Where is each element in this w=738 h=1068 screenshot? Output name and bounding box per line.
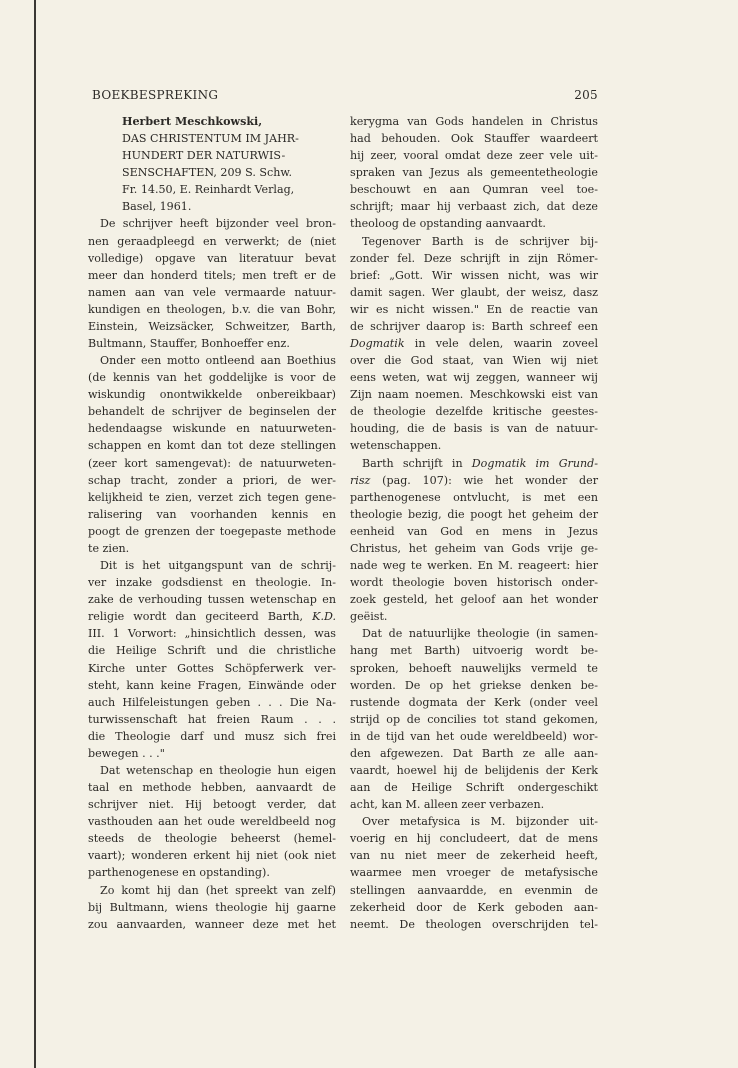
text-line: zoek gesteld, het geloof aan het wonder: [350, 593, 598, 607]
text-line: Zijn naam noemen. Meschkowski eist van: [350, 388, 598, 402]
text-line: neemt. De theologen overschrijden tel-: [350, 917, 598, 931]
text-line: wiskundig onontwikkelde onbereikbaar): [88, 388, 336, 402]
text-line: te zien.: [88, 541, 130, 555]
text-line: spraken van Jezus als gemeentetheologie: [350, 166, 598, 180]
paragraph: [350, 813, 598, 933]
text-line: sproken, behoeft nauwelijks vermeld te: [350, 661, 598, 675]
text-line: Tegenover Barth is de schrijver bij-: [362, 234, 598, 248]
text-line: De schrijver heeft bijzonder veel bron-: [100, 217, 336, 231]
paragraph: [350, 455, 598, 626]
text-line: kerygma van Gods handelen in Christus: [350, 115, 598, 128]
work-reference: Dogmatik: [350, 337, 405, 351]
text-line: nen geraadpleegd en verwerkt; de (niet: [88, 234, 336, 248]
text-line: den afgewezen. Dat Barth ze alle aan-: [350, 746, 598, 760]
text-line: had behouden. Ook Stauffer waardeert: [350, 132, 598, 146]
text-line: brief: „Gott. Wir wissen nicht, was wir: [350, 268, 598, 282]
book-title-line: DAS CHRISTENTUM IM JAHR-: [122, 132, 299, 146]
text-line: taal en methode hebben, aanvaardt de: [88, 781, 336, 795]
text-line: turwissenschaft hat freien Raum . . .: [88, 712, 336, 726]
text-line: houding, die de basis is van de natuur-: [350, 422, 598, 436]
text-line: hedendaagse wiskunde en natuurweten-: [88, 422, 336, 436]
right-column: [350, 113, 598, 933]
text-line: kelijkheid te zien, verzet zich tegen gene-: [88, 490, 336, 504]
text-line: schrijft; maar hij verbaast zich, dat deze: [350, 200, 598, 214]
page-number: 205: [574, 88, 598, 102]
section-title: BOEKBESPREKING: [92, 88, 219, 102]
text-line: theologie bezig, die poogt het geheim der: [350, 507, 598, 521]
text-line: geëist.: [350, 610, 388, 624]
text-line: steht, kann keine Fragen, Einwände oder: [88, 678, 336, 692]
text-line: kundigen en theologen, b.v. die van Bohr,: [88, 302, 336, 316]
text-line: Onder een motto ontleend aan Boethius: [100, 354, 336, 368]
paragraph: [350, 113, 598, 233]
text-line: [350, 335, 598, 352]
text-line: die Theologie darf und musz sich frei: [88, 729, 336, 743]
text-line: ralisering van voorhanden kennis en: [88, 507, 336, 521]
text-line: parthenogenese ontvlucht, is met een: [350, 490, 598, 504]
text-line: steeds de theologie beheerst (hemel-: [88, 832, 336, 846]
text-line: wetenschappen.: [350, 439, 442, 453]
text-line: voerig en hij concludeert, dat de mens: [350, 832, 598, 846]
paragraph: [88, 762, 336, 882]
text-line: hij zeer, vooral omdat deze zeer vele uit-: [350, 149, 598, 163]
text-line: zake de verhouding tussen wetenschap en: [88, 593, 336, 607]
text-line: (zeer kort samengevat): de natuurweten-: [88, 456, 336, 470]
text-line: schappen en komt dan tot deze stellingen: [88, 439, 336, 453]
text-line: parthenogenese en opstanding).: [88, 866, 270, 880]
text-line: zekerheid door de Kerk geboden aan-: [350, 900, 598, 914]
text-line: in de tijd van het oude wereldbeeld) wor-: [350, 729, 598, 743]
text-line: Bultmann, Stauffer, Bonhoeffer enz.: [88, 337, 290, 351]
text-line: hang met Barth) uitvoerig wordt be-: [350, 644, 598, 658]
text-line: vaardt, hoewel hij de belijdenis der Kerk: [350, 763, 598, 777]
paragraph: [88, 557, 336, 762]
left-column: [88, 113, 336, 933]
text-line: stellingen aanvaardde, en evenmin de: [350, 883, 598, 897]
text-line: behandelt de schrijver de beginselen der: [88, 405, 336, 419]
text-line: acht, kan M. alleen zeer verbazen.: [350, 798, 545, 812]
paragraph: [88, 352, 336, 557]
text-line: bewegen . . .": [88, 746, 165, 760]
text-line: poogt de grenzen der toegepaste methode: [88, 524, 336, 538]
text-fragment: Barth schrijft in: [362, 456, 463, 470]
paragraph: [88, 215, 336, 352]
text-line: ver inzake godsdienst en theologie. In-: [88, 576, 336, 590]
text-line: bij Bultmann, wiens theologie hij gaarne: [88, 900, 336, 914]
text-line: eens weten, wat wij zeggen, wanneer wij: [350, 371, 598, 385]
text-line: Einstein, Weizsäcker, Schweitzer, Barth,: [88, 319, 336, 333]
text-line: strijd op de concilies tot stand gekomen,: [350, 712, 598, 726]
text-line: die Heilige Schrift und die christliche: [88, 644, 336, 658]
text-line: Dit is het uitgangspunt van de schrij-: [100, 559, 336, 573]
text-line: [350, 472, 598, 489]
text-line: zou aanvaarden, wanneer deze met het: [88, 917, 336, 931]
text-line: namen aan van vele vermaarde natuur-: [88, 285, 336, 299]
text-line: schrijver niet. Hij betoogt verder, dat: [88, 798, 336, 812]
text-line: Kirche unter Gottes Schöpferwerk ver-: [88, 661, 336, 675]
text-line: Dat wetenschap en theologie hun eigen: [100, 763, 336, 777]
work-reference: Dogmatik im Grund-: [471, 456, 598, 470]
book-reference: [88, 113, 336, 215]
work-reference: risz: [350, 473, 371, 487]
text-line: wir es nicht wissen." En de reactie van: [350, 302, 598, 316]
text-line: schap tracht, zonder a priori, de wer-: [88, 473, 336, 487]
text-line: volledige) opgave van literatuur bevat: [88, 251, 336, 265]
text-line: zonder fel. Deze schrijft in zijn Römer-: [350, 251, 598, 265]
work-reference: K.D.: [312, 610, 336, 624]
text-line: theoloog de opstanding aanvaardt.: [350, 217, 546, 231]
text-line: worden. De op het griekse denken be-: [350, 678, 598, 692]
text-line: eenheid van God en mens in Jezus: [350, 524, 598, 538]
book-title-line: SENSCHAFTEN, 209 S. Schw.: [122, 166, 293, 180]
text-line: meer dan honderd titels; men treft er de: [88, 268, 336, 282]
paragraph: [350, 233, 598, 455]
paragraph: [88, 882, 336, 933]
page-binding-edge: [34, 0, 36, 1068]
text-line: Dat de natuurlijke theologie (in samen-: [362, 627, 598, 641]
text-line: over die God staat, van Wien wij niet: [350, 354, 598, 368]
text-line: Zo komt hij dan (het spreekt van zelf): [100, 883, 336, 897]
text-line: (de kennis van het goddelijke is voor de: [88, 371, 336, 385]
text-line: de schrijver daarop is: Barth schreef een: [350, 319, 598, 333]
book-author: Herbert Meschkowski,: [122, 115, 263, 128]
text-line: beschouwt en aan Qumran veel toe-: [350, 183, 598, 197]
text-line: auch Hilfeleistungen geben . . . Die Na-: [88, 695, 336, 709]
text-line: damit sagen. Wer glaubt, der weisz, dasz: [350, 285, 598, 299]
text-line: vaart); wonderen erkent hij niet (ook niet: [88, 849, 336, 863]
book-title-line: Fr. 14.50, E. Reinhardt Verlag,: [122, 183, 295, 197]
text-fragment: in vele delen, waarin zoveel: [404, 337, 598, 351]
text-line: rustende dogmata der Kerk (onder veel: [350, 695, 598, 709]
text-line: aan de Heilige Schrift ondergeschikt: [350, 781, 598, 795]
text-line: nade weg te werken. En M. reageert: hier: [350, 559, 598, 573]
text-line: Over metafysica is M. bijzonder uit-: [362, 815, 598, 829]
text-line: wordt theologie boven historisch onder-: [350, 576, 598, 590]
text-line: van nu niet meer de zekerheid heeft,: [350, 849, 598, 863]
running-head: [92, 88, 598, 102]
text-line: de theologie dezelfde kritische geestes-: [350, 405, 598, 419]
text-fragment: religie wordt dan geciteerd Barth,: [88, 610, 304, 624]
book-title-line: HUNDERT DER NATURWIS-: [122, 149, 286, 163]
text-line: [88, 608, 336, 625]
text-line: III. 1 Vorwort: „hinsichtlich dessen, was: [88, 627, 336, 641]
text-line: Christus, het geheim van Gods vrije ge-: [350, 541, 598, 555]
text-line: waarmee men vroeger de metafysische: [350, 866, 598, 880]
book-title-line: Basel, 1961.: [122, 200, 192, 214]
paragraph: [350, 625, 598, 813]
text-line: [350, 455, 598, 472]
text-line: vasthouden aan het oude wereldbeeld nog: [88, 815, 336, 829]
text-fragment: (pag. 107): wie het wonder der: [370, 473, 598, 487]
